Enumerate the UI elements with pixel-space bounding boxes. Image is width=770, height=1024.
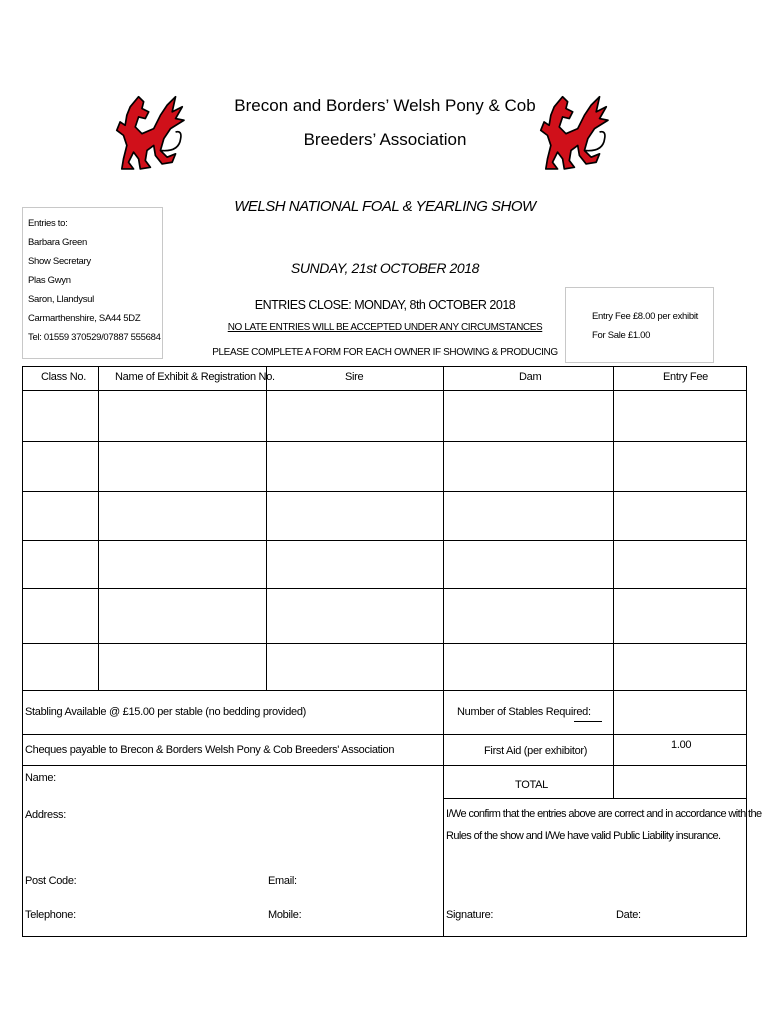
mobile-field-label[interactable]: Mobile: (268, 909, 302, 921)
for-sale-fee-text: For Sale £1.00 (592, 330, 651, 341)
complete-form-note: PLEASE COMPLETE A FORM FOR EACH OWNER IF SHOWING & PRODUCING (212, 347, 558, 358)
stables-required-label: Number of Stables Required: (457, 706, 591, 718)
entries-to-line: Entries to: (28, 218, 68, 229)
entries-to-line: Carmarthenshire, SA44 5DZ (28, 313, 141, 324)
header-name-of-exhibit: Name of Exhibit & Registration No. (115, 371, 275, 383)
first-aid-fee: 1.00 (671, 739, 692, 751)
entries-to-line: Saron, Llandysul (28, 294, 94, 305)
stables-required-blank[interactable] (574, 721, 602, 722)
confirm-line1: I/We confirm that the entries above are correct and in accordance with the (446, 808, 762, 820)
entries-to-box (22, 207, 163, 359)
entries-close: ENTRIES CLOSE: MONDAY, 8th OCTOBER 2018 (254, 298, 516, 312)
header-sire: Sire (345, 371, 364, 383)
no-late-entries: NO LATE ENTRIES WILL BE ACCEPTED UNDER ANY CIRCUMSTANCES (227, 322, 543, 333)
entries-to-line: Show Secretary (28, 256, 91, 267)
name-field-label[interactable]: Name: (25, 772, 56, 784)
entry-fee-text: Entry Fee £8.00 per exhibit (592, 311, 698, 322)
telephone-field-label[interactable]: Telephone: (25, 909, 76, 921)
fee-box (565, 287, 714, 363)
show-name: WELSH NATIONAL FOAL & YEARLING SHOW (234, 198, 536, 215)
welsh-dragon-left-icon (104, 90, 190, 174)
stabling-text: Stabling Available @ £15.00 per stable (no bedding provided) (25, 706, 307, 718)
cheques-payable-text: Cheques payable to Brecon & Borders Welsh Pony & Cob Breeders' Association (25, 744, 395, 756)
date-field-label[interactable]: Date: (616, 909, 641, 921)
confirm-line2: Rules of the show and I/We have valid Public Liability insurance. (446, 830, 721, 842)
total-label: TOTAL (515, 779, 548, 791)
entries-to-line: Barbara Green (28, 237, 87, 248)
association-title-line2: Breeders’ Association (303, 130, 467, 149)
header-dam: Dam (519, 371, 542, 383)
post-code-field-label[interactable]: Post Code: (25, 875, 77, 887)
header-class-no: Class No. (41, 371, 86, 383)
signature-field-label[interactable]: Signature: (446, 909, 494, 921)
show-date: SUNDAY, 21st OCTOBER 2018 (290, 260, 480, 276)
entry-form-table (22, 366, 762, 937)
first-aid-label: First Aid (per exhibitor) (484, 745, 588, 757)
welsh-dragon-right-icon (528, 90, 614, 174)
association-title-line1: Brecon and Borders’ Welsh Pony & Cob (234, 96, 536, 115)
entries-to-line: Plas Gwyn (28, 275, 71, 286)
header-entry-fee: Entry Fee (663, 371, 708, 383)
email-field-label[interactable]: Email: (268, 875, 297, 887)
entries-to-line: Tel: 01559 370529/07887 555684 (28, 332, 161, 343)
address-field-label[interactable]: Address: (25, 809, 67, 821)
